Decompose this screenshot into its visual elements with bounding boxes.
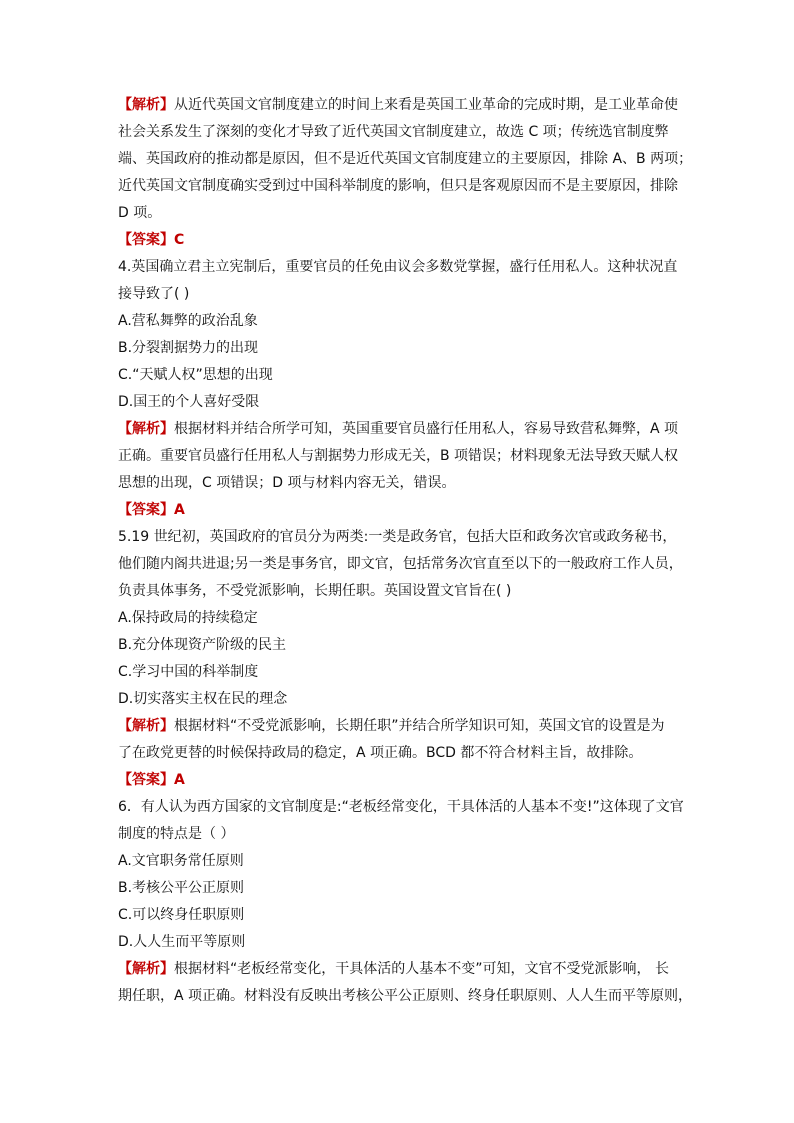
answer-line	[118, 767, 678, 794]
question-option: D.国王的个人喜好受限	[118, 394, 260, 410]
analysis-text: 了在政党更替的时候保持政局的稳定，A 项正确。BCD 都不符合材料主旨，故排除。	[118, 745, 643, 761]
question-option: C.可以终身任职原则	[118, 907, 245, 923]
question-option: A.营私舞弊的政治乱象	[118, 313, 258, 329]
question-option: B.充分体现资产阶级的民主	[118, 637, 287, 653]
analysis-text: 端、英国政府的推动都是原因，但不是近代英国文官制度建立的主要原因，排除 A、B 两项；	[118, 151, 693, 167]
answer-line	[118, 227, 678, 254]
analysis-text: 正确。重要官员盛行任用私人与割据势力形成无关，B 项错误；材料现象无法导致天赋人权	[118, 448, 679, 464]
question-stem-line: 他们随内阁共进退;另一类是事务官，即文官，包括常务次官直至以下的一般政府工作人员，	[118, 556, 683, 572]
analysis-line	[118, 713, 678, 740]
question-stem-line: 4.英国确立君主立宪制后，重要官员的任免由议会多数党掌握，盛行任用私人。这种状况直	[118, 259, 678, 275]
question-option: C.学习中国的科举制度	[118, 664, 259, 680]
question-option: C.“天赋人权”思想的出现	[118, 367, 273, 383]
question-stem-line: 接导致了( )	[118, 286, 190, 302]
analysis-text: 近代英国文官制度确实受到过中国科举制度的影响，但只是客观原因而不是主要原因，排除	[118, 178, 678, 194]
analysis-tag: 【解析】	[118, 961, 174, 977]
document-page	[118, 92, 693, 1010]
analysis-text: 期任职，A 项正确。材料没有反映出考核公平公正原则、终身任职原则、人人生而平等原则，	[118, 988, 693, 1004]
question-option: A.文官职务常任原则	[118, 853, 244, 869]
analysis-line	[118, 443, 678, 470]
question-option: A.保持政局的持续稳定	[118, 610, 258, 626]
analysis-line	[118, 956, 678, 983]
analysis-line	[118, 173, 678, 200]
question-option: D.切实落实主权在民的理念	[118, 691, 288, 707]
analysis-text: 思想的出现，C 项错误；D 项与材料内容无关，错误。	[118, 475, 456, 491]
analysis-line	[118, 470, 678, 497]
question-option: B.分裂割据势力的出现	[118, 340, 259, 356]
analysis-line	[118, 740, 678, 767]
analysis-text: D 项。	[118, 205, 162, 221]
answer-tag: 【答案】	[118, 772, 174, 788]
answer-line	[118, 497, 678, 524]
question-stem-line: 5.19 世纪初，英国政府的官员分为两类:一类是政务官，包括大臣和政务次官或政务秘书，	[118, 529, 677, 545]
answer-tag: 【答案】	[118, 232, 174, 248]
analysis-text: 从近代英国文官制度建立的时间上来看是英国工业革命的完成时期，是工业革命使	[174, 97, 678, 113]
analysis-line	[118, 200, 678, 227]
analysis-line	[118, 92, 678, 119]
analysis-text: 根据材料并结合所学可知，英国重要官员盛行任用私人，容易导致营私舞弊，A 项	[174, 421, 679, 437]
question-option: D.人人生而平等原则	[118, 934, 246, 950]
analysis-text: 根据材料“老板经常变化，干具体活的人基本不变”可知，文官不受党派影响， 长	[174, 961, 669, 977]
question-stem-line: 制度的特点是（ ）	[118, 826, 235, 842]
question-stem-line: 6．有人认为西方国家的文官制度是:“老板经常变化，干具体活的人基本不变!”这体现了文官	[118, 799, 684, 815]
answer-tag: 【答案】	[118, 502, 174, 518]
answer-value: A	[174, 502, 185, 518]
analysis-line	[118, 983, 693, 1010]
analysis-line	[118, 119, 678, 146]
analysis-tag: 【解析】	[118, 421, 174, 437]
analysis-tag: 【解析】	[118, 718, 174, 734]
analysis-line	[118, 146, 693, 173]
analysis-tag: 【解析】	[118, 97, 174, 113]
analysis-text: 社会关系发生了深刻的变化才导致了近代英国文官制度建立，故选 C 项；传统选官制度弊	[118, 124, 669, 140]
answer-value: C	[174, 232, 185, 248]
question-option: B.考核公平公正原则	[118, 880, 245, 896]
question-stem-line: 负责具体事务，不受党派影响，长期任职。英国设置文官旨在( )	[118, 583, 512, 599]
analysis-text: 根据材料“不受党派影响，长期任职”并结合所学知识可知，英国文官的设置是为	[174, 718, 665, 734]
answer-value: A	[174, 772, 185, 788]
analysis-line	[118, 416, 678, 443]
